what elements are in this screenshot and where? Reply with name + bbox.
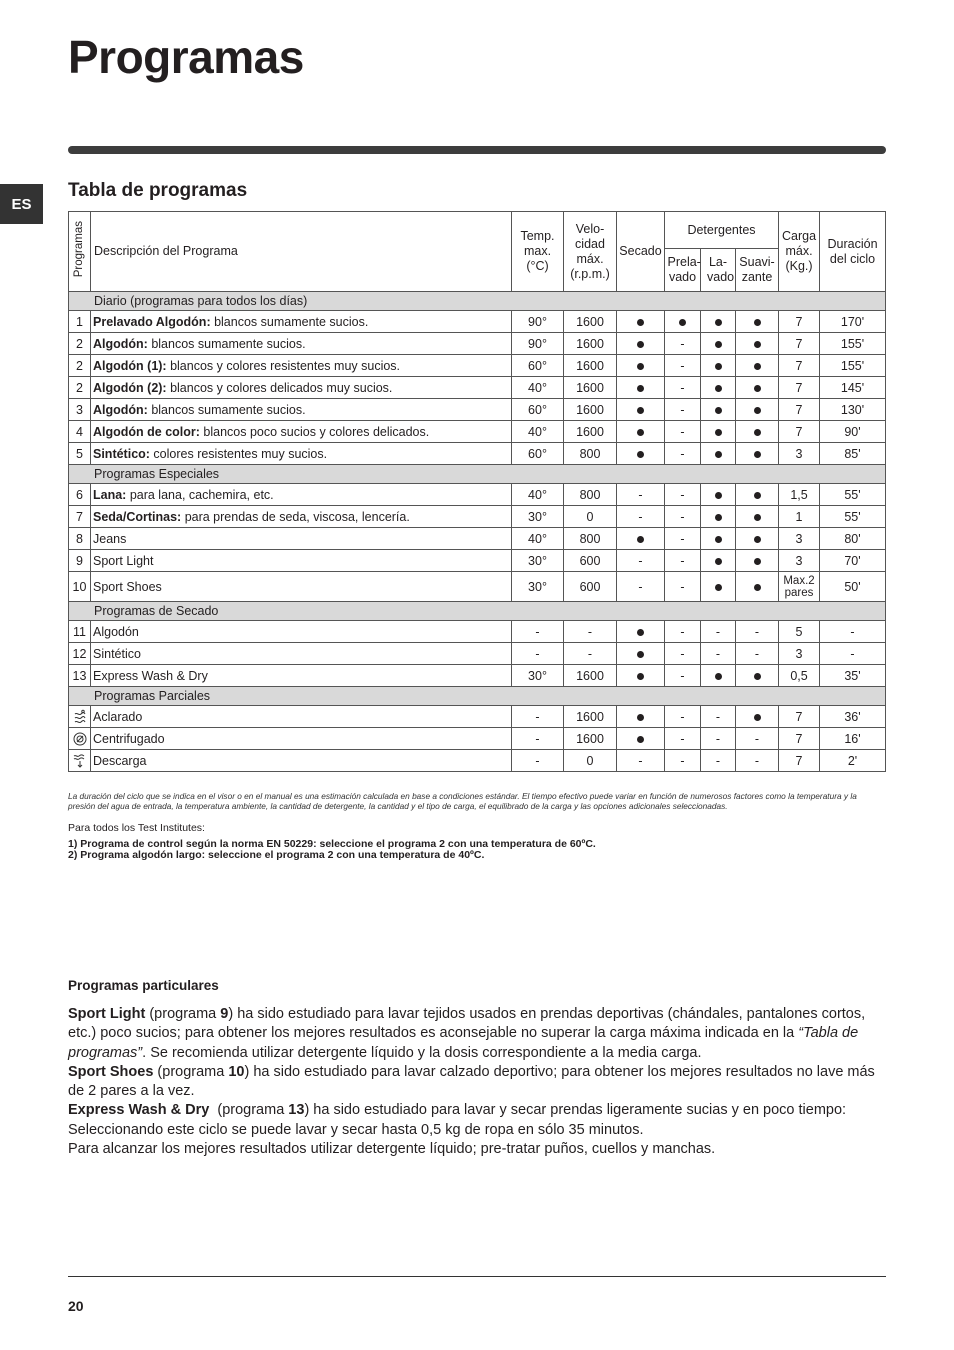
cell-temp: - — [512, 728, 564, 750]
cell-speed: 1600 — [564, 706, 617, 728]
cell-duracion: 170' — [820, 311, 886, 333]
cell-speed: 800 — [564, 528, 617, 550]
bullet-icon — [715, 385, 722, 392]
cell-lavado — [701, 484, 736, 506]
cell-carga: 3 — [779, 550, 820, 572]
section-title: Programas Especiales — [69, 465, 886, 484]
program-description: Algodón de color: blancos poco sucios y colores delicados. — [91, 421, 512, 443]
cell-secado: - — [617, 550, 665, 572]
cell-secado: - — [617, 750, 665, 772]
cell-lavado — [701, 506, 736, 528]
cell-prelavado: - — [665, 399, 701, 421]
section-title: Programas de Secado — [69, 602, 886, 621]
cell-prelavado: - — [665, 333, 701, 355]
page-title: Programas — [68, 31, 304, 83]
program-number: 6 — [69, 484, 91, 506]
bullet-icon — [715, 673, 722, 680]
cell-carga: 0,5 — [779, 665, 820, 687]
cell-prelavado — [665, 311, 701, 333]
program-description: Jeans — [91, 528, 512, 550]
table-row — [69, 484, 886, 506]
section-title: Tabla de programas — [68, 180, 248, 201]
test-institutes — [68, 823, 596, 861]
cell-speed: 1600 — [564, 377, 617, 399]
cell-lavado: - — [701, 643, 736, 665]
cell-prelavado: - — [665, 572, 701, 602]
rinse-icon — [69, 706, 91, 728]
particulares-title: Programas particulares — [68, 978, 219, 993]
program-number: 5 — [69, 443, 91, 465]
bullet-icon — [715, 429, 722, 436]
cell-duracion: 35' — [820, 665, 886, 687]
cell-carga: 7 — [779, 377, 820, 399]
cell-suavizante — [736, 399, 779, 421]
header-detergentes: Detergentes — [665, 212, 779, 249]
cell-suavizante — [736, 550, 779, 572]
cell-temp: 90° — [512, 333, 564, 355]
bullet-icon — [715, 341, 722, 348]
cell-secado — [617, 706, 665, 728]
bullet-icon — [715, 558, 722, 565]
program-description: Algodón — [91, 621, 512, 643]
cell-secado — [617, 355, 665, 377]
bullet-icon — [754, 492, 761, 499]
cell-lavado — [701, 572, 736, 602]
cell-temp: - — [512, 706, 564, 728]
cell-speed: 1600 — [564, 333, 617, 355]
cell-temp: 30° — [512, 665, 564, 687]
duration-footnote: La duración del ciclo que se indica en el visor o en el manual es una estimación calculada en base a condiciones estándar. El tiempo efectivo puede variar en función de numerosos factores como la temperatura y la presión del agua de entrada, la temperatura ambiente, la cantidad de detergente, la cantidad y el tipo de carga, el equilibrado de la carga y las opciones adicionales seleccionadas. — [68, 791, 857, 811]
bullet-icon — [637, 407, 644, 414]
table-row — [69, 333, 886, 355]
program-description: Sport Shoes — [91, 572, 512, 602]
header-temp: Temp. max. (°C) — [512, 212, 564, 292]
cell-secado — [617, 377, 665, 399]
program-description: Descarga — [91, 750, 512, 772]
tests-line-1: 1) Programa de control según la norma EN 50229: seleccione el programa 2 con una temperatura de 60ºC. — [68, 838, 596, 850]
cell-lavado — [701, 377, 736, 399]
cell-temp: 40° — [512, 421, 564, 443]
cell-secado — [617, 728, 665, 750]
cell-duracion: 36' — [820, 706, 886, 728]
cell-prelavado: - — [665, 621, 701, 643]
bullet-icon — [637, 385, 644, 392]
cell-prelavado: - — [665, 377, 701, 399]
cell-temp: 40° — [512, 377, 564, 399]
cell-carga: 1,5 — [779, 484, 820, 506]
bullet-icon — [715, 319, 722, 326]
program-number: 1 — [69, 311, 91, 333]
table-section-header — [69, 602, 886, 621]
cell-secado — [617, 643, 665, 665]
tip-paragraph: Para alcanzar los mejores resultados utilizar detergente líquido; pre-tratar puños, cuellos y manchas. — [68, 1141, 716, 1158]
cell-suavizante — [736, 377, 779, 399]
table-row — [69, 750, 886, 772]
cell-prelavado: - — [665, 528, 701, 550]
bullet-icon — [715, 584, 722, 591]
header-duracion: Duración del ciclo — [820, 212, 886, 292]
bullet-icon — [754, 363, 761, 370]
bullet-icon — [754, 407, 761, 414]
table-row — [69, 355, 886, 377]
program-description: Algodón (1): blancos y colores resistentes muy sucios. — [91, 355, 512, 377]
cell-prelavado: - — [665, 665, 701, 687]
bullet-icon — [754, 673, 761, 680]
table-row — [69, 443, 886, 465]
header-prelavado: Prela-vado — [665, 249, 701, 292]
bullet-icon — [637, 363, 644, 370]
bullet-icon — [754, 536, 761, 543]
cell-lavado — [701, 443, 736, 465]
program-number: 4 — [69, 421, 91, 443]
cell-temp: - — [512, 621, 564, 643]
cell-speed: 1600 — [564, 355, 617, 377]
header-programas: Programas — [69, 212, 91, 292]
cell-lavado — [701, 665, 736, 687]
cell-speed: 600 — [564, 572, 617, 602]
cell-carga: 5 — [779, 621, 820, 643]
cell-speed: 1600 — [564, 728, 617, 750]
bullet-icon — [715, 451, 722, 458]
programs-table — [68, 211, 886, 772]
cell-speed: 1600 — [564, 399, 617, 421]
program-description: Sintético — [91, 643, 512, 665]
table-section-header — [69, 292, 886, 311]
cell-temp: 90° — [512, 311, 564, 333]
cell-carga: 3 — [779, 643, 820, 665]
program-number: 2 — [69, 355, 91, 377]
particulares-text — [68, 1005, 888, 1159]
bullet-icon — [754, 584, 761, 591]
bullet-icon — [754, 319, 761, 326]
cell-suavizante — [736, 484, 779, 506]
bullet-icon — [637, 319, 644, 326]
bullet-icon — [715, 514, 722, 521]
bullet-icon — [715, 363, 722, 370]
language-tab: ES — [0, 184, 43, 224]
cell-prelavado: - — [665, 355, 701, 377]
cell-speed: 0 — [564, 750, 617, 772]
cell-prelavado: - — [665, 484, 701, 506]
cell-prelavado: - — [665, 643, 701, 665]
cell-suavizante — [736, 506, 779, 528]
bullet-icon — [637, 629, 644, 636]
cell-secado — [617, 399, 665, 421]
cell-carga: 3 — [779, 443, 820, 465]
tests-line-2: 2) Programa algodón largo: seleccione el programa 2 con una temperatura de 40ºC. — [68, 849, 485, 861]
cell-duracion: 2' — [820, 750, 886, 772]
program-description: Aclarado — [91, 706, 512, 728]
cell-temp: - — [512, 643, 564, 665]
cell-lavado — [701, 528, 736, 550]
cell-lavado — [701, 333, 736, 355]
cell-carga: 7 — [779, 399, 820, 421]
cell-speed: 800 — [564, 484, 617, 506]
program-description: Algodón: blancos sumamente sucios. — [91, 333, 512, 355]
header-secado: Secado — [617, 212, 665, 292]
bullet-icon — [754, 385, 761, 392]
cell-secado — [617, 621, 665, 643]
cell-carga: 7 — [779, 750, 820, 772]
cell-carga: 7 — [779, 706, 820, 728]
cell-prelavado: - — [665, 443, 701, 465]
cell-speed: 1600 — [564, 311, 617, 333]
cell-suavizante: - — [736, 750, 779, 772]
cell-carga: 7 — [779, 311, 820, 333]
cell-duracion: 55' — [820, 506, 886, 528]
cell-temp: 60° — [512, 355, 564, 377]
program-number: 2 — [69, 377, 91, 399]
cell-duracion: 85' — [820, 443, 886, 465]
section-title: Programas Parciales — [69, 687, 886, 706]
cell-carga: 7 — [779, 355, 820, 377]
bullet-icon — [637, 451, 644, 458]
program-description: Lana: para lana, cachemira, etc. — [91, 484, 512, 506]
cell-speed: 1600 — [564, 421, 617, 443]
program-description: Sport Light — [91, 550, 512, 572]
table-row — [69, 643, 886, 665]
cell-lavado: - — [701, 706, 736, 728]
cell-secado — [617, 311, 665, 333]
cell-suavizante — [736, 706, 779, 728]
cell-suavizante — [736, 421, 779, 443]
cell-prelavado: - — [665, 550, 701, 572]
cell-suavizante — [736, 443, 779, 465]
sport-shoes-paragraph: Sport Shoes (programa 10) ha sido estudiado para lavar calzado deportivo; para obtener los mejores resultados no lave más de 2 pares a la vez. — [68, 1063, 875, 1100]
cell-prelavado: - — [665, 728, 701, 750]
drain-icon — [69, 750, 91, 772]
cell-temp: 30° — [512, 550, 564, 572]
table-row — [69, 728, 886, 750]
bullet-icon — [637, 714, 644, 721]
cell-duracion: 80' — [820, 528, 886, 550]
spin-icon — [69, 728, 91, 750]
cell-duracion: 16' — [820, 728, 886, 750]
table-row — [69, 377, 886, 399]
cell-secado: - — [617, 506, 665, 528]
cell-prelavado: - — [665, 506, 701, 528]
cell-speed: 600 — [564, 550, 617, 572]
cell-temp: 40° — [512, 484, 564, 506]
table-row — [69, 621, 886, 643]
cell-suavizante — [736, 528, 779, 550]
bullet-icon — [679, 319, 686, 326]
bullet-icon — [637, 536, 644, 543]
header-velocidad: Velo-cidad máx. (r.p.m.) — [564, 212, 617, 292]
program-number: 8 — [69, 528, 91, 550]
cell-carga: 7 — [779, 333, 820, 355]
cell-prelavado: - — [665, 750, 701, 772]
cell-temp: 60° — [512, 399, 564, 421]
cell-lavado: - — [701, 750, 736, 772]
cell-secado — [617, 665, 665, 687]
cell-duracion: 155' — [820, 333, 886, 355]
cell-speed: - — [564, 643, 617, 665]
cell-duracion: 90' — [820, 421, 886, 443]
tests-heading: Para todos los Test Institutes: — [68, 822, 205, 834]
table-row — [69, 399, 886, 421]
cell-temp: 30° — [512, 572, 564, 602]
program-description: Algodón (2): blancos y colores delicados muy sucios. — [91, 377, 512, 399]
program-number: 12 — [69, 643, 91, 665]
program-number: 3 — [69, 399, 91, 421]
cell-temp: 40° — [512, 528, 564, 550]
header-lavado: La-vado — [701, 249, 736, 292]
cell-duracion: 155' — [820, 355, 886, 377]
cell-lavado: - — [701, 621, 736, 643]
header-descripcion: Descripción del Programa — [91, 212, 512, 292]
program-number: 10 — [69, 572, 91, 602]
cell-duracion: 145' — [820, 377, 886, 399]
cell-secado — [617, 421, 665, 443]
table-row — [69, 706, 886, 728]
table-row — [69, 550, 886, 572]
table-row — [69, 506, 886, 528]
program-number: 11 — [69, 621, 91, 643]
bullet-icon — [715, 407, 722, 414]
cell-temp: - — [512, 750, 564, 772]
program-description: Prelavado Algodón: blancos sumamente sucios. — [91, 311, 512, 333]
cell-temp: 30° — [512, 506, 564, 528]
cell-temp: 60° — [512, 443, 564, 465]
cell-secado — [617, 333, 665, 355]
bullet-icon — [637, 673, 644, 680]
cell-lavado — [701, 550, 736, 572]
cell-secado: - — [617, 572, 665, 602]
program-description: Algodón: blancos sumamente sucios. — [91, 399, 512, 421]
program-description: Sintético: colores resistentes muy sucios. — [91, 443, 512, 465]
program-description: Seda/Cortinas: para prendas de seda, viscosa, lencería. — [91, 506, 512, 528]
bullet-icon — [754, 451, 761, 458]
cell-suavizante: - — [736, 643, 779, 665]
bullet-icon — [715, 492, 722, 499]
table-row — [69, 421, 886, 443]
bullet-icon — [754, 514, 761, 521]
bullet-icon — [754, 429, 761, 436]
page-number: 20 — [68, 1298, 84, 1314]
bullet-icon — [637, 736, 644, 743]
program-number: 7 — [69, 506, 91, 528]
cell-secado — [617, 443, 665, 465]
program-number: 2 — [69, 333, 91, 355]
cell-carga: 7 — [779, 421, 820, 443]
cell-suavizante — [736, 311, 779, 333]
cell-carga: 3 — [779, 528, 820, 550]
program-number: 9 — [69, 550, 91, 572]
table-row — [69, 665, 886, 687]
cell-secado: - — [617, 484, 665, 506]
bullet-icon — [754, 558, 761, 565]
cell-lavado: - — [701, 728, 736, 750]
table-section-header — [69, 465, 886, 484]
header-suavizante: Suavi-zante — [736, 249, 779, 292]
express-paragraph: Express Wash & Dry (programa 13) ha sido estudiado para lavar y secar prendas ligeramente sucias y en poco tiempo: Seleccionando este ciclo se puede lavar y secar hasta 0,5 kg de ropa en sólo 35 minutos. — [68, 1102, 847, 1138]
table-row — [69, 311, 886, 333]
cell-duracion: - — [820, 643, 886, 665]
cell-secado — [617, 528, 665, 550]
cell-duracion: 55' — [820, 484, 886, 506]
table-row — [69, 528, 886, 550]
cell-speed: 0 — [564, 506, 617, 528]
section-title: Diario (programas para todos los días) — [69, 292, 886, 311]
cell-speed: - — [564, 621, 617, 643]
cell-suavizante — [736, 333, 779, 355]
cell-speed: 1600 — [564, 665, 617, 687]
bullet-icon — [637, 341, 644, 348]
program-description: Centrifugado — [91, 728, 512, 750]
table-section-header — [69, 687, 886, 706]
cell-suavizante: - — [736, 621, 779, 643]
cell-suavizante: - — [736, 728, 779, 750]
sport-light-paragraph: Sport Light (programa 9) ha sido estudiado para lavar tejidos usados en prendas deportivas (chándales, pantalones cortos, etc.) poco sucios; para obtener los mejores resultados es aconsejable no superar la carga máxima indicada en la “Tabla de programas”. Se recomienda utilizar detergente líquido y la dosis correspondiente a la media carga. — [68, 1006, 866, 1061]
footer-divider — [68, 1276, 886, 1277]
cell-duracion: 130' — [820, 399, 886, 421]
bullet-icon — [715, 536, 722, 543]
bullet-icon — [637, 651, 644, 658]
cell-suavizante — [736, 355, 779, 377]
cell-prelavado: - — [665, 421, 701, 443]
cell-suavizante — [736, 665, 779, 687]
cell-duracion: - — [820, 621, 886, 643]
header-carga: Carga máx. (Kg.) — [779, 212, 820, 292]
cell-carga: Max.2 pares — [779, 572, 820, 602]
bullet-icon — [754, 714, 761, 721]
bullet-icon — [754, 341, 761, 348]
cell-lavado — [701, 355, 736, 377]
cell-prelavado: - — [665, 706, 701, 728]
cell-lavado — [701, 421, 736, 443]
cell-lavado — [701, 311, 736, 333]
cell-duracion: 70' — [820, 550, 886, 572]
cell-speed: 800 — [564, 443, 617, 465]
bullet-icon — [637, 429, 644, 436]
title-divider — [68, 146, 886, 154]
cell-carga: 7 — [779, 728, 820, 750]
cell-suavizante — [736, 572, 779, 602]
program-description: Express Wash & Dry — [91, 665, 512, 687]
cell-lavado — [701, 399, 736, 421]
cell-carga: 1 — [779, 506, 820, 528]
table-row — [69, 572, 886, 602]
cell-duracion: 50' — [820, 572, 886, 602]
program-number: 13 — [69, 665, 91, 687]
